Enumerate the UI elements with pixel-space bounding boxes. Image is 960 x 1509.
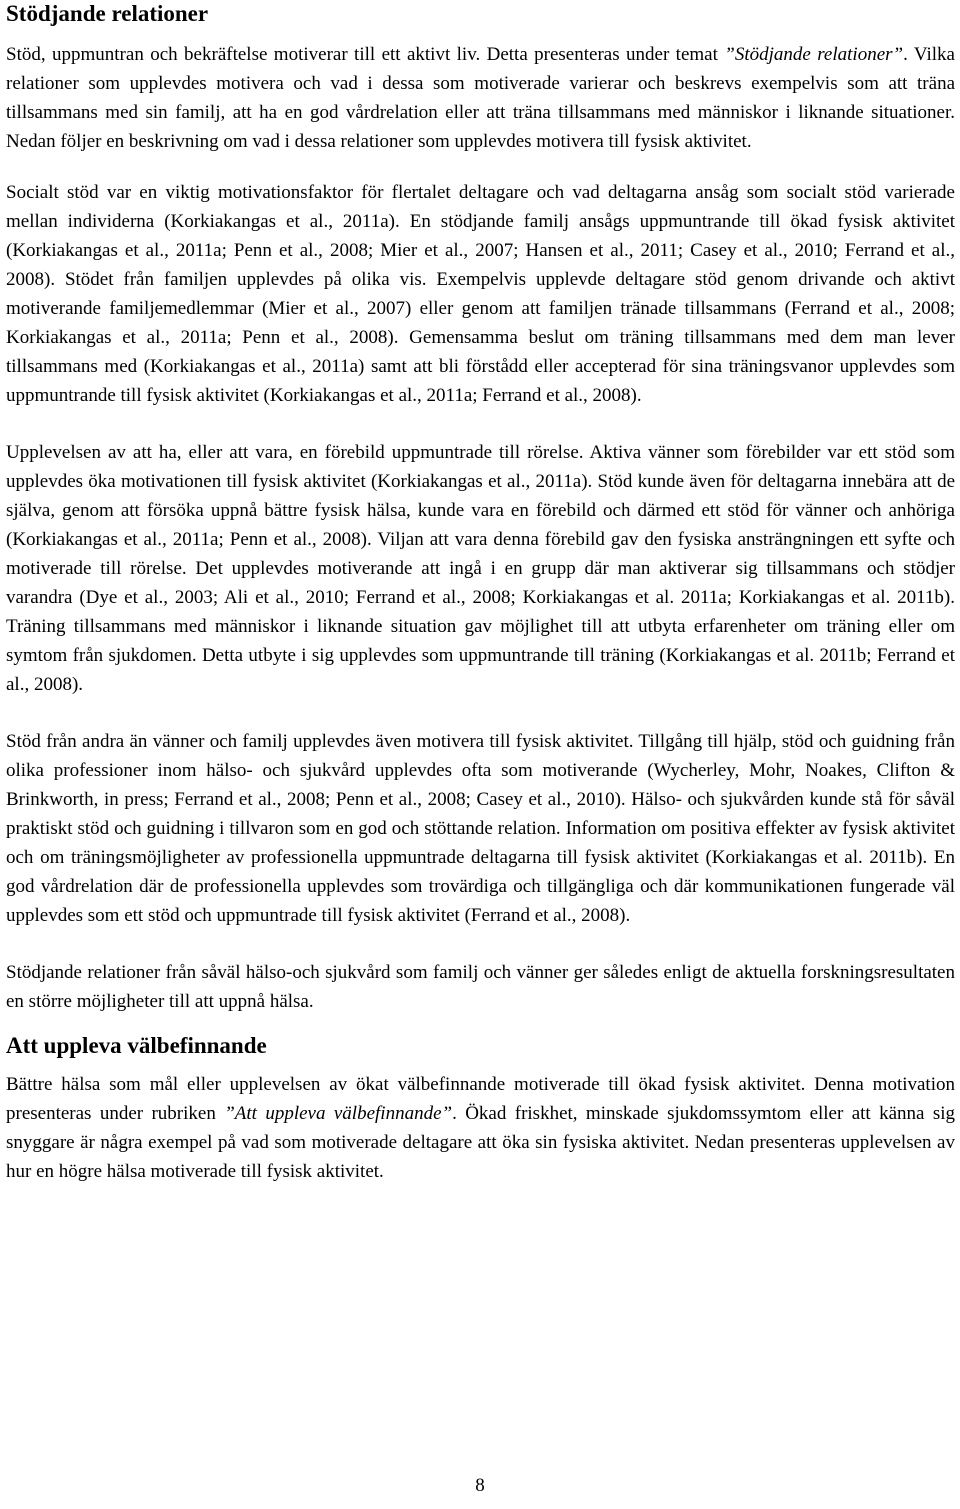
intro-text-before: Stöd, uppmuntran och bekräftelse motiverar till ett aktivt liv. Detta presenteras under temat	[6, 44, 725, 65]
paragraph-socialt-stod: Socialt stöd var en viktig motivationsfaktor för flertalet deltagare och vad deltagarna ansåg som socialt stöd varierade mellan individerna (Korkiakangas et al., 2011a). En stödjande familj ansågs uppmuntrande till ökad fysisk aktivitet (Korkiakangas et al., 2011a; Penn et al., 2008; Mier et al., 2007; Hansen et al., 2011; Casey et al., 2010; Ferrand et al., 2008). Stödet från familjen upplevdes på olika vis. Exempelvis upplevde deltagare stöd genom drivande och aktivt motiverande familjemedlemmar (Mier et al., 2007) eller genom att familjen tränade tillsammans (Ferrand et al., 2008; Korkiakangas et al., 2011a; Penn et al., 2008). Gemensamma beslut om träning tillsammans med dem man lever tillsammans med (Korkiakangas et al., 2011a) samt att bli förstådd eller accepterad för sina träningsvanor upplevdes som uppmuntrande till fysisk aktivitet (Korkiakangas et al., 2011a; Ferrand et al., 2008).	[6, 182, 955, 406]
intro-paragraph-att-uppleva-valbefinnande	[6, 1070, 955, 1186]
intro-text-after: . Vilka relationer som upplevdes motivera och vad i dessa som motiverade varierar och beskrevs exempelvis som att träna tillsammans med sin familj, att ha en god vårdrelation eller att träna tillsammans med människor i liknande situationer. Nedan följer en beskrivning om vad i dessa relationer som upplevdes motivera till fysisk aktivitet.	[6, 44, 955, 152]
paragraph-sammanfattning: Stödjande relationer från såväl hälso-och sjukvård som familj och vänner ger således enligt de aktuella forskningsresultaten en större möjligheter till att uppnå hälsa.	[6, 962, 955, 1012]
document-page	[6, 0, 955, 1186]
paragraph-forebild: Upplevelsen av att ha, eller att vara, en förebild uppmuntrade till rörelse. Aktiva vänner som förebilder var ett stöd som upplevdes öka motivationen till fysisk aktivitet (Korkiakangas et al., 2011a). Stöd kunde även för deltagarna innebära att de själva, genom att försöka uppnå bättre fysisk hälsa, kunde vara en förebild och därmed ett stöd för vänner och anhöriga (Korkiakangas et al., 2011a; Penn et al., 2008). Viljan att vara denna förebild gav den fysiska ansträngningen ett syfte och motiverade till rörelse. Det upplevdes motiverande att ingå i en grupp där man aktiverar sig tillsammans och stödjer varandra (Dye et al., 2003; Ali et al., 2010; Ferrand et al., 2008; Korkiakangas et al. 2011a; Korkiakangas et al. 2011b). Träning tillsammans med människor i liknande situation gav möjlighet till att utbyta erfarenheter om träning eller om symtom från sjukdomen. Detta utbyte i sig upplevdes som uppmuntrande till träning (Korkiakangas et al. 2011b; Ferrand et al., 2008).	[6, 442, 955, 695]
intro-paragraph-stodjande-relationer	[6, 40, 955, 156]
theme-name-italic: ”Stödjande relationer”	[724, 44, 904, 65]
intro-text-after: . Ökad friskhet, minskade sjukdomssymtom eller att känna sig snyggare är några exempel på vad som motiverade deltagare att öka sin fysiska aktivitet. Nedan presenteras upplevelsen av hur en högre hälsa motiverade till fysisk aktivitet.	[6, 1103, 955, 1182]
intro-text-before: Bättre hälsa som mål eller upplevelsen av ökat välbefinnande motiverade till ökad fysisk aktivitet. Denna motivation presenteras under rubriken	[6, 1074, 955, 1124]
page-number: 8	[475, 1475, 485, 1496]
section-heading-att-uppleva-valbefinnande: Att uppleva välbefinnande	[6, 1033, 267, 1058]
paragraph-halso-och-sjukvard: Stöd från andra än vänner och familj upplevdes även motivera till fysisk aktivitet. Tillgång till hjälp, stöd och guidning från olika professioner inom hälso- och sjukvård upplevdes ofta som motiverande (Wycherley, Mohr, Noakes, Clifton & Brinkworth, in press; Ferrand et al., 2008; Penn et al., 2008; Casey et al., 2010). Hälso- och sjukvården kunde stå för såväl praktiskt stöd och guidning i tillvaron som en god och stöttande relation. Information om positiva effekter av fysisk aktivitet och om träningsmöjligheter av professionella uppmuntrade deltagarna till fysisk aktivitet (Korkiakangas et al. 2011b). En god vårdrelation där de professionella upplevdes som trovärdiga och tillgängliga och där kommunikationen fungerade väl upplevdes som ett stöd och uppmuntrade till fysisk aktivitet (Ferrand et al., 2008).	[6, 731, 955, 926]
theme-name-italic: ”Att uppleva välbefinnande”	[224, 1103, 453, 1124]
section-heading-stodjande-relationer: Stödjande relationer	[6, 1, 209, 26]
